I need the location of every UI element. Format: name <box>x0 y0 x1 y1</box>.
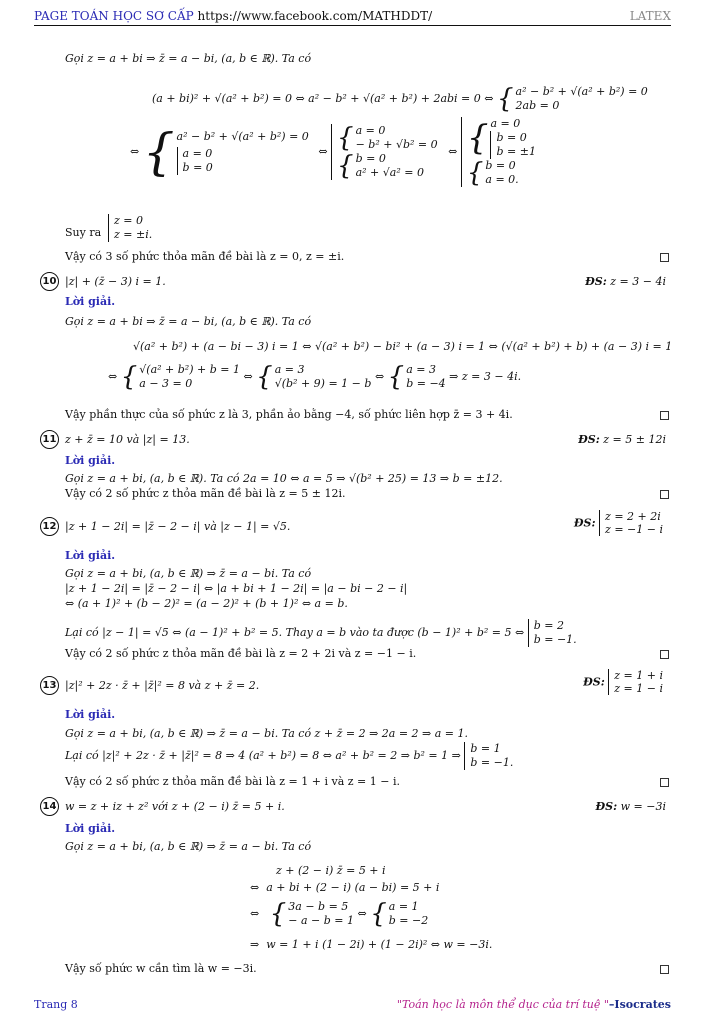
p9-conclusion: Vậy có 3 số phức thỏa mãn đề bài là z = 0, z = ±i. <box>65 250 345 263</box>
p9-suy-ra: Suy ra <box>65 226 102 239</box>
p11-conclusion: Vậy có 2 số phức z thỏa mãn đề bài là z = 5 ± 12i. <box>65 487 346 500</box>
p14-statement: w = z + iz + z² với z + (2 − i) z̄ = 5 + i. <box>65 800 285 813</box>
p12-line4: Lại có |z − 1| = √5 ⇔ (a − 1)² + b² = 5. Thay a = b vào ta được (b − 1)² + b² = 5 ⇔ b = 2 b = −1. <box>65 619 577 646</box>
p14-solution-label: Lời giải. <box>65 822 116 835</box>
p13-line2: Lại có |z|² + 2z · z̄ + |z̄|² = 8 ⇒ 4 (a² + b²) = 8 ⇔ a² + b² = 2 ⇒ b² = 1 ⇒ b = 1 b = −1. <box>65 742 514 769</box>
p10-solution-label: Lời giải. <box>65 295 116 308</box>
p12-line1: Gọi z = a + bi, (a, b ∈ ℝ) ⇒ z̄ = a − bi. Ta có <box>65 567 312 580</box>
qed-square <box>660 965 669 974</box>
footer-quote: "Toán học là môn thể dục của trí tuệ "–Isocrates <box>396 998 671 1011</box>
page-number: Trang 8 <box>34 998 78 1011</box>
problem-number-14: 14 <box>40 797 59 816</box>
p14-line1: Gọi z = a + bi, (a, b ∈ ℝ) ⇒ z̄ = a − bi. Ta có <box>65 840 312 853</box>
p10-line3: ⇔ { √(a² + b²) + b = 1 a − 3 = 0 ⇔ { a = 3 √(b² + 9) = 1 − b ⇔ { a = 3 b = −4 ⇒ z = 3 − 4i. <box>108 362 522 392</box>
p11-answer: ĐS: z = 5 ± 12i <box>578 433 666 446</box>
problem-number-12: 12 <box>40 517 59 536</box>
p13-line1: Gọi z = a + bi, (a, b ∈ ℝ) ⇒ z̄ = a − bi. Ta có z + z̄ = 2 ⇒ 2a = 2 ⇒ a = 1. <box>65 727 469 740</box>
p10-answer: ĐS: z = 3 − 4i <box>585 275 666 288</box>
p13-conclusion: Vậy có 2 số phức z thỏa mãn đề bài là z = 1 + i và z = 1 − i. <box>65 775 400 788</box>
p13-answer: ĐS: z = 1 + i z = 1 − i <box>583 669 663 695</box>
qed-square <box>660 490 669 499</box>
p10-conclusion: Vậy phần thực của số phức z là 3, phần ảo bằng −4, số phức liên hợp z̄ = 3 + 4i. <box>65 408 513 421</box>
p11-statement: z + z̄ = 10 và |z| = 13. <box>65 433 190 446</box>
qed-square <box>660 253 669 262</box>
p12-solution-label: Lời giải. <box>65 549 116 562</box>
problem-number-10: 10 <box>40 272 59 291</box>
p14-eq2: ⇔ a + bi + (2 − i) (a − bi) = 5 + i <box>250 881 440 894</box>
p14-conclusion: Vậy số phức w cần tìm là w = −3i. <box>65 962 257 975</box>
page-header <box>34 9 432 23</box>
header-rule <box>34 25 671 26</box>
p13-solution-label: Lời giải. <box>65 708 116 721</box>
p13-statement: |z|² + 2z · z̄ + |z̄|² = 8 và z + z̄ = 2. <box>65 679 260 692</box>
header-title: PAGE TOÁN HỌC SƠ CẤP <box>34 9 194 23</box>
qed-square <box>660 411 669 420</box>
p9-result: z = 0 z = ±i. <box>108 214 155 242</box>
p12-line2: |z + 1 − 2i| = |z̄ − 2 − i| ⇔ |a + bi + 1 − 2i| = |a − bi − 2 − i| <box>65 582 408 595</box>
p14-eq4: ⇒ w = 1 + i (1 − 2i) + (1 − 2i)² ⇔ w = −3i. <box>250 938 493 951</box>
p10-statement: |z| + (z̄ − 3) i = 1. <box>65 275 166 288</box>
p12-conclusion: Vậy có 2 số phức z thỏa mãn đề bài là z = 2 + 2i và z = −1 − i. <box>65 647 417 660</box>
p12-line3: ⇔ (a + 1)² + (b − 2)² = (a − 2)² + (b + 1)² ⇔ a = b. <box>65 597 348 610</box>
p9-intro: Gọi z = a + bi ⇒ z̄ = a − bi, (a, b ∈ ℝ). Ta có <box>65 52 312 65</box>
p9-eq2: ⇔ { a² − b² + √(a² + b²) = 0 a = 0 b = 0 ⇔ { a = 0 − b² + √b² = 0 { b = 0 a² + √a² = 0 ⇔ { a = 0 b = 0 b = ±1 { b = 0 a = 0. <box>130 117 542 187</box>
latex-logo: LATEX <box>629 9 671 23</box>
qed-square <box>660 778 669 787</box>
p10-line2: √(a² + b²) + (a − bi − 3) i = 1 ⇔ √(a² + b²) − bi² + (a − 3) i = 1 ⇔ (√(a² + b²) + b) + (a − 3) i = 1 <box>133 340 673 353</box>
p9-eq1: (a + bi)² + √(a² + b²) = 0 ⇔ a² − b² + √(a² + b²) + 2abi = 0 ⇔ { a² − b² + √(a² + b²) = 0 2ab = 0 <box>152 84 648 114</box>
header-url[interactable]: https://www.facebook.com/MATHDDT/ <box>197 9 433 23</box>
p14-eq3: ⇔ { 3a − b = 5 − a − b = 1 ⇔ { a = 1 b = −2 <box>250 899 429 929</box>
qed-square <box>660 650 669 659</box>
p12-statement: |z + 1 − 2i| = |z̄ − 2 − i| và |z − 1| = √5. <box>65 520 291 533</box>
problem-number-11: 11 <box>40 430 59 449</box>
p11-line1: Gọi z = a + bi, (a, b ∈ ℝ). Ta có 2a = 10 ⇔ a = 5 ⇒ √(b² + 25) = 13 ⇒ b = ±12. <box>65 472 503 485</box>
p14-eq1: z + (2 − i) z̄ = 5 + i <box>276 864 386 877</box>
p12-answer: ĐS: z = 2 + 2i z = −1 − i <box>573 510 663 536</box>
p10-line1: Gọi z = a + bi ⇒ z̄ = a − bi, (a, b ∈ ℝ). Ta có <box>65 315 312 328</box>
p14-answer: ĐS: w = −3i <box>595 800 666 813</box>
p11-solution-label: Lời giải. <box>65 454 116 467</box>
problem-number-13: 13 <box>40 676 59 695</box>
